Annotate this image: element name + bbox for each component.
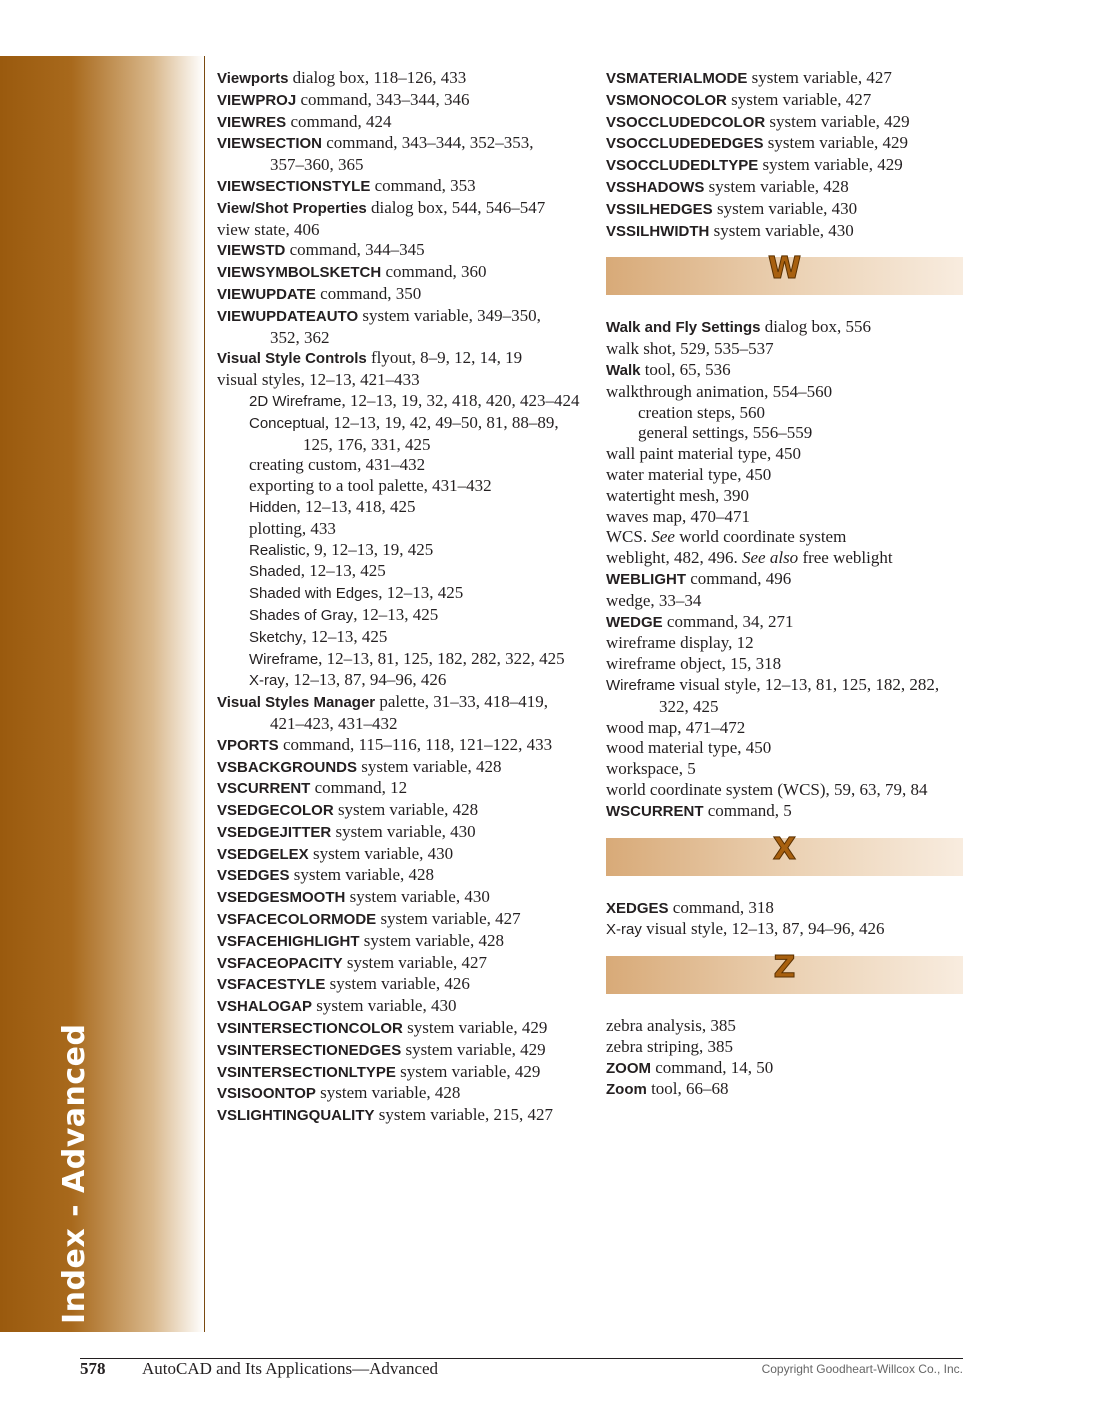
- index-term: Wireframe: [249, 650, 319, 668]
- index-entry: [217, 670, 587, 692]
- index-column-right: [606, 68, 966, 1101]
- index-term: VSEDGES: [217, 867, 290, 885]
- index-entry: [217, 735, 587, 757]
- index-entry: [606, 133, 966, 155]
- letter-header-text: X: [772, 831, 797, 867]
- index-term: Hidden: [249, 498, 297, 516]
- index-term: VPORTS: [217, 736, 279, 754]
- index-entry: [606, 339, 966, 360]
- index-reference: dialog box, 556: [760, 317, 871, 337]
- index-entry: [606, 633, 966, 654]
- index-term: ZOOM: [606, 1059, 651, 1077]
- index-entry: [217, 627, 587, 649]
- index-reference: wedge, 33–34: [606, 590, 702, 610]
- index-entry: [606, 68, 966, 90]
- index-term: VSINTERSECTIONEDGES: [217, 1041, 402, 1059]
- index-term: 2D Wireframe: [249, 392, 342, 410]
- index-entry: [217, 822, 587, 844]
- index-reference: 125, 176, 331, 425: [303, 434, 431, 454]
- index-term: VSFACESTYLE: [217, 976, 326, 994]
- index-reference: workspace, 5: [606, 759, 696, 779]
- index-reference: view state, 406: [217, 219, 320, 239]
- index-term: Shades of Gray: [249, 606, 354, 624]
- index-entry: [217, 692, 587, 714]
- index-entry: [606, 591, 966, 612]
- index-term: Viewports: [217, 70, 289, 87]
- index-reference: wood material type, 450: [606, 738, 772, 758]
- index-reference: system variable, 430: [709, 220, 854, 240]
- index-entry: [217, 909, 587, 931]
- index-entry: [606, 738, 966, 759]
- index-term: VIEWSTD: [217, 242, 286, 260]
- index-reference: dialog box, 544, 546–547: [366, 197, 546, 217]
- index-reference: zebra striping, 385: [606, 1036, 733, 1056]
- index-entry: [217, 583, 587, 605]
- index-entry: [217, 262, 587, 284]
- index-entry: [217, 198, 587, 220]
- index-reference: system variable, 426: [325, 974, 470, 994]
- index-entry: [217, 284, 587, 306]
- index-reference: wireframe display, 12: [606, 633, 754, 653]
- index-reference: , 9, 12–13, 19, 425: [305, 539, 434, 559]
- page-number: 578: [80, 1359, 106, 1378]
- index-reference: command, 343–344, 352–353,: [322, 133, 534, 153]
- index-term: XEDGES: [606, 899, 669, 917]
- index-entry: [217, 605, 587, 627]
- index-reference: command, 496: [686, 568, 792, 588]
- index-entry: [606, 423, 966, 444]
- index-entry: [217, 306, 587, 328]
- index-term: VSFACECOLORMODE: [217, 911, 377, 929]
- index-entry: [606, 155, 966, 177]
- index-term: VIEWPROJ: [217, 91, 297, 109]
- index-term: VSFACEHIGHLIGHT: [217, 932, 360, 950]
- index-entry: [217, 1105, 587, 1127]
- index-reference: flyout, 8–9, 12, 14, 19: [366, 348, 523, 368]
- index-term: VIEWSYMBOLSKETCH: [217, 264, 382, 282]
- index-reference: plotting, 433: [249, 518, 336, 538]
- index-entry: [606, 90, 966, 112]
- index-term: VSMONOCOLOR: [606, 91, 727, 109]
- index-entry: [606, 654, 966, 675]
- index-entry: [606, 465, 966, 486]
- index-entry: [606, 548, 966, 569]
- index-term: Visual Styles Manager: [217, 694, 376, 712]
- index-entry: [606, 507, 966, 528]
- index-term: VSLIGHTINGQUALITY: [217, 1107, 375, 1125]
- index-entry: [606, 382, 966, 403]
- index-term: Conceptual: [249, 414, 325, 432]
- index-reference: system variable, 428: [359, 930, 504, 950]
- index-reference: creation steps, 560: [638, 402, 765, 422]
- index-reference: waves map, 470–471: [606, 506, 751, 526]
- copyright-notice: Copyright Goodheart-Willcox Co., Inc.: [761, 1362, 963, 1376]
- index-term: X-ray: [606, 921, 642, 939]
- index-term: Walk and Fly Settings: [606, 319, 761, 337]
- index-entry: [217, 1083, 587, 1105]
- index-reference: , 12–13, 87, 94–96, 426: [284, 670, 447, 690]
- index-entry: [217, 844, 587, 866]
- index-reference: command, 12: [310, 778, 408, 798]
- index-entry: [217, 778, 587, 800]
- index-term: VSSHADOWS: [606, 178, 705, 196]
- index-entry: [217, 476, 587, 497]
- index-entry: [217, 155, 587, 176]
- index-reference: 421–423, 431–432: [270, 713, 398, 733]
- index-term: WEBLIGHT: [606, 570, 686, 588]
- index-reference: command, 353: [370, 175, 476, 195]
- index-term: WSCURRENT: [606, 802, 704, 820]
- index-reference: 352, 362: [270, 327, 330, 347]
- index-entry: [606, 317, 966, 339]
- index-reference-target: world coordinate system: [674, 527, 847, 547]
- index-reference: visual style, 12–13, 81, 125, 182, 282,: [675, 674, 940, 694]
- index-entry: [217, 519, 587, 540]
- index-term: VSINTERSECTIONLTYPE: [217, 1063, 396, 1081]
- index-reference: , 12–13, 425: [353, 604, 439, 624]
- index-entry: [606, 718, 966, 739]
- index-reference: system variable, 215, 427: [374, 1105, 553, 1125]
- index-term: VSEDGECOLOR: [217, 802, 334, 820]
- index-reference: system variable, 427: [747, 68, 892, 87]
- index-term: X-ray: [249, 672, 285, 690]
- index-reference: system variable, 429: [763, 133, 908, 153]
- index-term: VSBACKGROUNDS: [217, 758, 358, 776]
- index-entry: [217, 757, 587, 779]
- index-term: Visual Style Controls: [217, 350, 367, 368]
- index-reference: zebra analysis, 385: [606, 1016, 736, 1036]
- index-entry: [217, 1062, 587, 1084]
- index-entry: [217, 865, 587, 887]
- index-reference: system variable, 428: [704, 176, 849, 196]
- index-reference: wood map, 471–472: [606, 717, 746, 737]
- index-entry: [606, 221, 966, 243]
- index-reference: command, 318: [668, 897, 774, 917]
- index-reference: general settings, 556–559: [638, 423, 813, 443]
- index-entry: [217, 112, 587, 134]
- index-entry: [217, 714, 587, 735]
- index-entry: [606, 112, 966, 134]
- index-reference: system variable, 427: [726, 89, 872, 109]
- index-reference: system variable, 430: [712, 198, 858, 218]
- index-entry: [606, 360, 966, 382]
- index-reference: command, 115–116, 118, 121–122, 433: [278, 734, 553, 754]
- index-reference: walkthrough animation, 554–560: [606, 381, 833, 401]
- index-entry: [606, 199, 966, 221]
- index-reference: system variable, 427: [376, 909, 521, 929]
- index-reference: palette, 31–33, 418–419,: [375, 692, 548, 712]
- index-term: VSEDGEJITTER: [217, 823, 332, 841]
- index-reference: wireframe object, 15, 318: [606, 654, 782, 674]
- index-term: VIEWRES: [217, 113, 287, 131]
- index-term: VSEDGELEX: [217, 845, 309, 863]
- index-reference: WCS.: [606, 527, 652, 547]
- index-entry: [217, 561, 587, 583]
- index-reference: command, 350: [315, 283, 422, 303]
- index-term: View/Shot Properties: [217, 199, 367, 217]
- index-reference: , 12–13, 81, 125, 182, 282, 322, 425: [318, 648, 565, 668]
- index-term: VSCURRENT: [217, 780, 311, 798]
- letter-header-text: W: [767, 251, 802, 287]
- index-term: VSEDGESMOOTH: [217, 889, 346, 907]
- index-term: Sketchy: [249, 628, 303, 646]
- index-term: VSFACEOPACITY: [217, 954, 343, 972]
- index-reference: tool, 66–68: [646, 1079, 729, 1099]
- index-reference: , 12–13, 425: [302, 626, 388, 646]
- index-term: VIEWSECTIONSTYLE: [217, 177, 371, 195]
- index-entry: [606, 569, 966, 591]
- index-reference: command, 344–345: [285, 240, 425, 260]
- index-term: WEDGE: [606, 613, 663, 631]
- index-reference: 357–360, 365: [270, 155, 364, 175]
- index-entry: [217, 133, 587, 155]
- index-reference: wall paint material type, 450: [606, 444, 801, 464]
- index-term: VSOCCLUDEDCOLOR: [606, 113, 766, 131]
- letter-header-x: [606, 831, 963, 876]
- index-entry: [606, 1037, 966, 1058]
- index-entry: [217, 953, 587, 975]
- index-entry: [217, 887, 587, 909]
- index-reference: system variable, 429: [401, 1039, 546, 1059]
- index-entry: [606, 177, 966, 199]
- index-reference: system variable, 428: [315, 1083, 461, 1103]
- index-entry: [217, 996, 587, 1018]
- index-entry: [606, 1016, 966, 1037]
- index-reference-target: free weblight: [798, 548, 893, 568]
- index-reference: system variable, 429: [402, 1018, 548, 1038]
- index-entry: [606, 527, 966, 548]
- index-entry: [217, 540, 587, 562]
- index-reference: command, 343–344, 346: [296, 89, 470, 109]
- index-entry: [606, 486, 966, 507]
- index-term: VSMATERIALMODE: [606, 70, 748, 87]
- index-term: Zoom: [606, 1081, 647, 1099]
- index-entry: [606, 759, 966, 780]
- index-entry: [217, 974, 587, 996]
- index-entry: [606, 403, 966, 424]
- index-reference: command, 5: [703, 800, 792, 820]
- index-entry: [217, 413, 587, 435]
- index-entry: [217, 391, 587, 413]
- index-term: Wireframe: [606, 676, 676, 694]
- index-term: VSOCCLUDEDLTYPE: [606, 157, 759, 175]
- index-column-left: [217, 68, 587, 1127]
- index-entry: [217, 90, 587, 112]
- index-reference: walk shot, 529, 535–537: [606, 339, 774, 359]
- index-reference: , 12–13, 425: [378, 583, 464, 603]
- index-reference: command, 360: [381, 262, 487, 282]
- index-entry: [217, 370, 587, 391]
- index-reference: system variable, 430: [308, 843, 454, 863]
- index-term: Shaded: [249, 563, 301, 581]
- index-term: VIEWUPDATEAUTO: [217, 307, 359, 325]
- index-reference: system variable, 428: [357, 756, 502, 776]
- index-entry: [217, 435, 587, 456]
- index-reference: command, 424: [286, 111, 392, 131]
- index-reference: visual style, 12–13, 87, 94–96, 426: [641, 919, 885, 939]
- index-reference: exporting to a tool palette, 431–432: [249, 476, 492, 496]
- index-reference: tool, 65, 536: [640, 359, 731, 379]
- index-entry: [217, 800, 587, 822]
- side-tab-label: Index - Advanced: [57, 1023, 92, 1324]
- index-entry: [606, 1079, 966, 1101]
- index-reference: , 12–13, 19, 32, 418, 420, 423–424: [341, 390, 580, 410]
- index-entry: [217, 1018, 587, 1040]
- index-reference: system variable, 429: [758, 155, 903, 175]
- index-term: VSISOONTOP: [217, 1085, 316, 1103]
- index-reference: water material type, 450: [606, 464, 772, 484]
- letter-header-z: [606, 950, 963, 994]
- index-entry: [606, 697, 966, 718]
- index-reference: system variable, 429: [395, 1061, 541, 1081]
- index-reference: , 12–13, 418, 425: [296, 496, 416, 516]
- index-reference: watertight mesh, 390: [606, 485, 750, 505]
- index-term: Walk: [606, 361, 641, 379]
- book-title: AutoCAD and Its Applications—Advanced: [142, 1359, 439, 1378]
- index-entry: [217, 220, 587, 241]
- index-term: Realistic: [249, 541, 306, 559]
- index-entry: [217, 348, 587, 370]
- index-term: VSINTERSECTIONCOLOR: [217, 1020, 403, 1038]
- index-reference: world coordinate system (WCS), 59, 63, 79, 84: [606, 779, 928, 799]
- index-entry: [606, 612, 966, 634]
- index-reference: weblight, 482, 496.: [606, 548, 742, 568]
- index-entry: [217, 649, 587, 671]
- index-entry: [606, 1058, 966, 1080]
- index-entry: [217, 240, 587, 262]
- letter-header-w: [606, 251, 963, 295]
- index-see-reference: See: [651, 527, 675, 547]
- index-reference: system variable, 429: [765, 111, 910, 131]
- index-reference: system variable, 430: [312, 996, 457, 1016]
- index-reference: dialog box, 118–126, 433: [288, 68, 467, 87]
- index-reference: 322, 425: [659, 696, 719, 716]
- index-term: VSSILHEDGES: [606, 200, 713, 218]
- index-entry: [217, 455, 587, 476]
- side-tab: [0, 56, 205, 1332]
- index-term: VSOCCLUDEDEDGES: [606, 135, 764, 153]
- index-reference: system variable, 428: [333, 800, 479, 820]
- index-entry: [606, 801, 966, 823]
- index-reference: command, 14, 50: [651, 1057, 774, 1077]
- letter-header-text: Z: [773, 950, 796, 986]
- index-term: Shaded with Edges: [249, 585, 379, 603]
- index-reference: , 12–13, 425: [300, 561, 386, 581]
- index-reference: visual styles, 12–13, 421–433: [217, 370, 420, 390]
- index-entry: [217, 176, 587, 198]
- index-reference: system variable, 427: [342, 952, 488, 972]
- index-entry: [606, 444, 966, 465]
- index-reference: , 12–13, 19, 42, 49–50, 81, 88–89,: [324, 412, 559, 432]
- index-entry: [217, 497, 587, 519]
- index-see-reference: See also: [742, 548, 799, 568]
- index-term: VSSILHWIDTH: [606, 222, 710, 240]
- index-entry: [606, 898, 966, 920]
- index-term: VSHALOGAP: [217, 998, 313, 1016]
- index-reference: system variable, 349–350,: [358, 305, 541, 325]
- index-term: VIEWUPDATE: [217, 285, 316, 303]
- index-entry: [217, 931, 587, 953]
- index-reference: system variable, 430: [331, 821, 476, 841]
- index-entry: [606, 675, 966, 697]
- index-entry: [606, 780, 966, 801]
- index-entry: [217, 328, 587, 349]
- index-reference: system variable, 430: [345, 887, 490, 907]
- index-reference: creating custom, 431–432: [249, 455, 426, 475]
- index-term: VIEWSECTION: [217, 135, 323, 153]
- index-entry: [217, 1040, 587, 1062]
- index-entry: [217, 68, 587, 90]
- index-entry: [606, 919, 966, 941]
- index-reference: command, 34, 271: [662, 611, 794, 631]
- index-reference: system variable, 428: [289, 865, 434, 885]
